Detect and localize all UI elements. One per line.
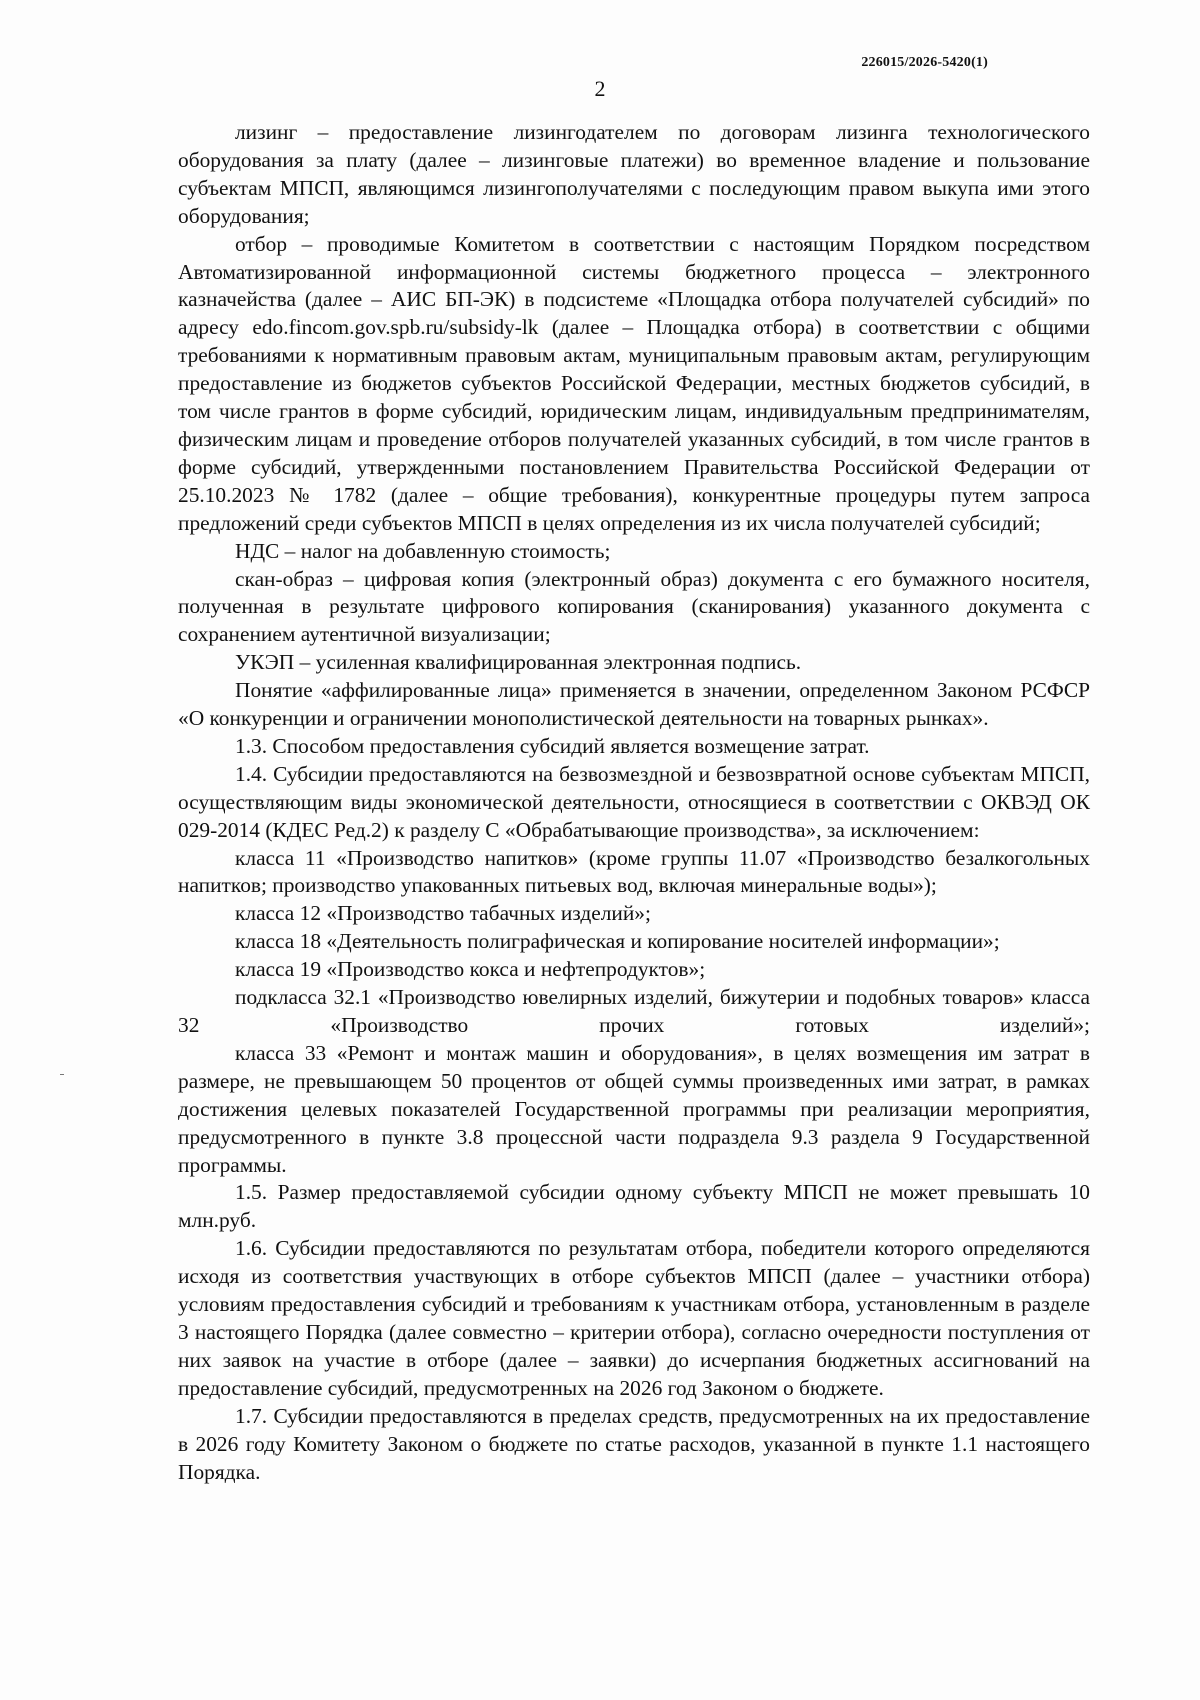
- paragraph-1-7: 1.7. Субсидии предоставляются в пределах средств, предусмотренных на их предоставление в 2026 году Комитету Законом о бюджете по статье расходов, указанной в пункте 1.1 настоящего Порядка.: [178, 1403, 1090, 1484]
- exclusion-class-19: класса 19 «Производство кокса и нефтепродуктов»;: [235, 957, 706, 982]
- exclusion-class-33: класса 33 «Ремонт и монтаж машин и оборудования», в целях возмещения им затрат в размере, не превышающем 50 процентов от общей суммы произведенных ими затрат, в рамках достижения целевых показателей Государственной программы при реализации мероприятия, предусмотренного в пункте 3.8 процессной части подраздела 9.3 раздела 9 Государственной программы.: [178, 1040, 1090, 1177]
- paragraph-leasing-definition: лизинг – предоставление лизингодателем по договорам лизинга технологического оборудования за плату (далее – лизинговые платежи) во временное владение и пользование субъектам МПСП, являющимся лизингополучателями с последующим правом выкупа ими этого оборудования;: [178, 120, 1090, 228]
- document-body: [178, 119, 1090, 1486]
- paragraph-1-5: 1.5. Размер предоставляемой субсидии одному субъекту МПСП не может превышать 10 млн.руб.: [178, 1180, 1090, 1233]
- scan-speck: [60, 1074, 64, 1075]
- paragraph-selection-definition: отбор – проводимые Комитетом в соответствии с настоящим Порядком посредством Автоматизированной информационной системы бюджетного процесса – электронного казначейства (далее – АИС БП-ЭК) в подсистеме «Площадка отбора получателей субсидий» по адресу edo.fincom.gov.spb.ru/subsidy-lk (далее – Площадка отбора) в соответствии с общими требованиями к нормативным правовым актам, муниципальным правовым актам, регулирующим предоставление из бюджетов субъектов Российской Федерации, местных бюджетов субсидий, в том числе грантов в форме субсидий, юридическим лицам, индивидуальным предпринимателям, физическим лицам и проведение отборов получателей указанных субсидий, в том числе грантов в форме субсидий, утвержденными постановлением Правительства Российской Федерации от 25.10.2023 № 1782 (далее – общие требования), конкурентные процедуры путем запроса предложений среди субъектов МПСП в целях определения из их числа получателей субсидий;: [178, 231, 1090, 535]
- paragraph-affiliated-persons: Понятие «аффилированные лица» применяется в значении, определенном Законом РСФСР «О конкуренции и ограничении монополистической деятельности на товарных рынках».: [178, 678, 1090, 731]
- paragraph-vat-definition: НДС – налог на добавленную стоимость;: [235, 538, 611, 563]
- exclusion-class-12: класса 12 «Производство табачных изделий»;: [235, 901, 651, 926]
- page-number: 2: [594, 76, 606, 101]
- paragraph-1-3: 1.3. Способом предоставления субсидий является возмещение затрат.: [235, 733, 870, 758]
- paragraph-1-6: 1.6. Субсидии предоставляются по результатам отбора, победители которого определяются исходя из соответствия участвующих в отборе субъектов МПСП (далее – участники отбора) условиям предоставления субсидий и требованиям к участникам отбора, установленным в разделе 3 настоящего Порядка (далее совместно – критерии отбора), согласно очередности поступления от них заявок на участие в отборе (далее – заявки) до исчерпания бюджетных ассигнований на предоставление субсидий, предусмотренных на 2026 год Законом о бюджете.: [178, 1236, 1090, 1400]
- exclusion-subclass-32-1: подкласса 32.1 «Производство ювелирных изделий, бижутерии и подобных товаров» класса 32 «Производство прочих готовых изделий»;: [178, 985, 1090, 1037]
- exclusion-class-11: класса 11 «Производство напитков» (кроме группы 11.07 «Производство безалкогольных напитков; производство упакованных питьевых вод, включая минеральные воды»);: [178, 845, 1090, 898]
- paragraph-1-4: 1.4. Субсидии предоставляются на безвозмездной и безвозвратной основе субъектам МПСП, осуществляющим виды экономической деятельности, относящиеся в соответствии с ОКВЭД ОК 029-2014 (КДЕС Ред.2) к разделу С «Обрабатывающие производства», за исключением:: [178, 761, 1090, 842]
- exclusion-class-18: класса 18 «Деятельность полиграфическая и копирование носителей информации»;: [235, 929, 1000, 954]
- document-number: 226015/2026-5420(1): [861, 55, 988, 70]
- paragraph-signature-definition: УКЭП – усиленная квалифицированная электронная подпись.: [235, 650, 802, 675]
- paragraph-scan-definition: скан-образ – цифровая копия (электронный образ) документа с его бумажного носителя, полученная в результате цифрового копирования (сканирования) указанного документа с сохранением аутентичной визуализации;: [178, 566, 1090, 647]
